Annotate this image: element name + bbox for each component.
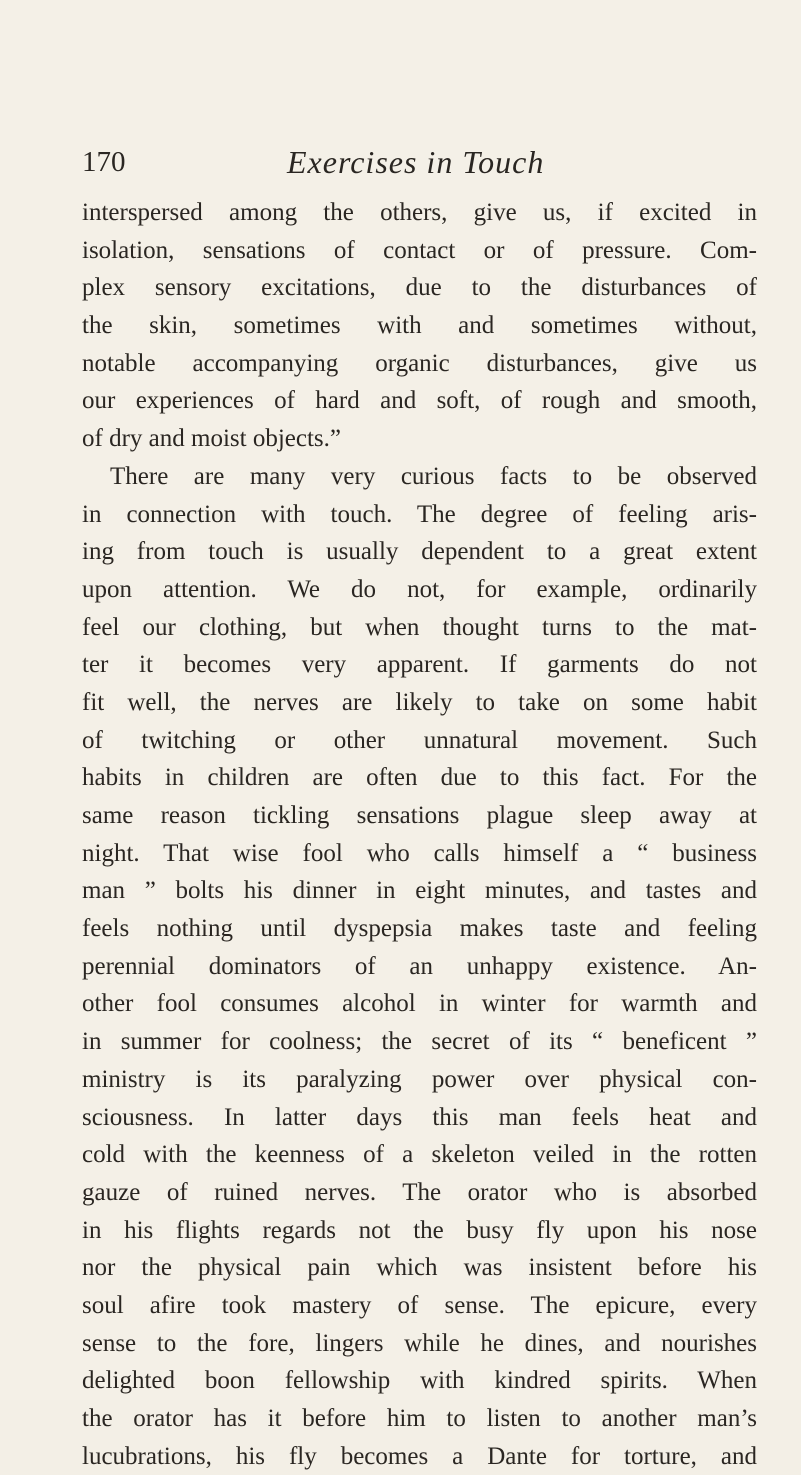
running-head [82, 140, 757, 184]
page-number: 170 [82, 146, 126, 178]
text-line: sense to the fore, lingers while he dines, and nourishes [82, 1329, 757, 1357]
text-line: upon attention. We do not, for example, ordinarily [82, 575, 757, 603]
text-line: nor the physical pain which was insistent before his [82, 1254, 757, 1282]
text-line: same reason tickling sensations plague sleep away at [82, 802, 757, 829]
text-line: feel our clothing, but when thought turns to the mat- [82, 613, 757, 641]
text-line: man ” bolts his dinner in eight minutes, and tastes and [82, 877, 757, 905]
text-line: the orator has it before him to listen to another man’s [82, 1405, 757, 1432]
text-line: of dry and moist objects.” [82, 425, 341, 453]
text-line: other fool consumes alcohol in winter for warmth and [82, 990, 757, 1018]
text-line: night. That wise fool who calls himself a “ business [82, 839, 757, 867]
running-title: Exercises in Touch [287, 144, 545, 180]
text-line: habits in children are often due to this fact. For the [82, 764, 757, 792]
text-line: plex sensory excitations, due to the disturbances of [82, 274, 757, 302]
text-line: notable accompanying organic disturbances, give us [82, 349, 757, 377]
text-line: in connection with touch. The degree of feeling aris- [82, 500, 757, 528]
text-line: gauze of ruined nerves. The orator who is absorbed [82, 1178, 757, 1206]
text-line: delighted boon fellowship with kindred spirits. When [82, 1367, 757, 1395]
text-line: perennial dominators of an unhappy existence. An- [82, 952, 757, 980]
text-line: ministry is its paralyzing power over physical con- [82, 1065, 757, 1093]
text-line: in summer for coolness; the secret of its “ beneficent ” [82, 1028, 757, 1056]
text-line: lucubrations, his fly becomes a Dante for torture, and [82, 1442, 757, 1470]
text-line: of twitching or other unnatural movement. Such [82, 726, 757, 754]
text-line: ter it becomes very apparent. If garments do not [82, 651, 757, 679]
text-line: There are many very curious facts to be observed [110, 462, 757, 490]
text-line: feels nothing until dyspepsia makes taste and feeling [82, 915, 757, 943]
text-line: isolation, sensations of contact or of pressure. Com- [82, 236, 757, 264]
text-line: soul afire took mastery of sense. The epicure, every [82, 1291, 757, 1319]
text-line: in his flights regards not the busy fly upon his nose [82, 1216, 757, 1244]
body-text [82, 194, 757, 1470]
text-line: ing from touch is usually dependent to a great extent [82, 538, 757, 566]
text-line: cold with the keenness of a skeleton veiled in the rotten [82, 1141, 757, 1169]
text-line: our experiences of hard and soft, of rough and smooth, [82, 387, 757, 415]
text-line: interspersed among the others, give us, if excited in [82, 199, 757, 226]
text-line: sciousness. In latter days this man feels heat and [82, 1103, 757, 1131]
text-line: the skin, sometimes with and sometimes without, [82, 312, 757, 340]
text-line: fit well, the nerves are likely to take on some habit [82, 688, 757, 716]
